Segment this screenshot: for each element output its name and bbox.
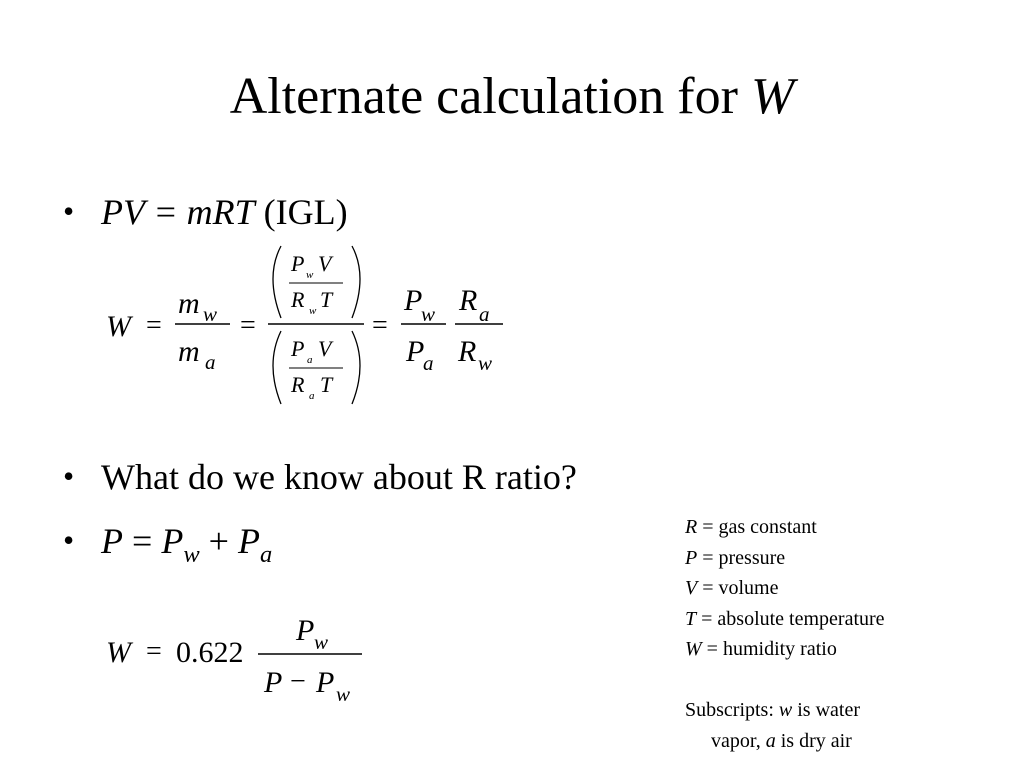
total-pressure-pw-sub: w [183, 541, 200, 569]
eq1-frac1-num-sub: w [203, 302, 218, 326]
eq1-equals-2: = [240, 310, 256, 341]
eq2-coefficient: 0.622 [176, 636, 244, 669]
eq1-frac1-num: m [178, 287, 200, 320]
eq1-bot-den-r: R [291, 372, 305, 397]
subscript-a-desc: is dry air [775, 729, 852, 752]
legend-symbol: R [685, 516, 698, 538]
subscripts-label: Subscripts: [685, 699, 779, 721]
symbol-legend [685, 512, 885, 756]
ideal-gas-law-formula: PV = mRT [101, 192, 255, 232]
subscript-w: w [778, 699, 793, 721]
eq1-frac4-den: R [458, 335, 477, 368]
legend-subscripts-line2 [685, 726, 885, 757]
eq1-top-num-v: V [318, 251, 332, 276]
legend-symbol: P [685, 546, 698, 569]
eq1-frac3-den: P [406, 335, 425, 368]
eq2-lhs-w: W [106, 636, 131, 669]
eq1-frac1-den-sub: a [205, 350, 216, 374]
eq2-den-p: P [264, 666, 283, 699]
eq1-equals-3: = [372, 310, 388, 341]
eq2-equals: = [146, 636, 162, 667]
bullet-r-ratio-question: What do we know about R ratio? [101, 457, 577, 497]
eq1-top-right-paren [352, 246, 360, 318]
eq1-frac4-num-sub: a [479, 302, 490, 326]
legend-row-r [685, 512, 885, 543]
eq2-num-sub: w [314, 630, 329, 654]
legend-equals: = [696, 607, 718, 630]
eq1-frac3-num: P [404, 284, 423, 317]
legend-spacer [685, 665, 885, 696]
total-pressure-equals: = [132, 521, 153, 561]
eq2-den-sub: w [336, 682, 351, 706]
eq1-top-num-sub: w [306, 269, 314, 281]
subscript-a: a [765, 729, 776, 752]
eq1-equals-1: = [146, 310, 162, 341]
total-pressure-pa: P [237, 521, 260, 561]
legend-subscripts-line1 [685, 695, 885, 726]
legend-row-p [685, 543, 885, 574]
eq1-bot-den-sub: a [309, 390, 315, 402]
total-pressure-plus: + [208, 521, 229, 561]
eq1-top-den-t: T [320, 287, 333, 312]
eq1-top-left-paren [273, 246, 281, 318]
eq2-den-p2: P [316, 666, 335, 699]
legend-description: humidity ratio [722, 638, 837, 660]
legend-description: gas constant [718, 516, 817, 538]
eq1-frac3-num-sub: w [421, 302, 436, 326]
legend-row-t [685, 604, 885, 635]
eq1-top-den-sub: w [309, 305, 317, 317]
total-pressure-pa-sub: a [259, 541, 273, 569]
total-pressure-lhs: P [101, 521, 123, 561]
eq1-frac4-num: R [459, 284, 478, 317]
eq1-bot-den-t: T [320, 372, 333, 397]
eq1-frac1-den: m [178, 335, 200, 368]
legend-equals: = [697, 516, 719, 538]
eq1-bot-num-p: P [291, 336, 305, 361]
bullet-marker: • [63, 522, 75, 558]
ideal-gas-law-note: (IGL) [263, 192, 348, 232]
legend-description: absolute temperature [717, 607, 885, 630]
eq1-bot-num-v: V [318, 336, 332, 361]
bullet-marker: • [63, 193, 75, 229]
eq1-bot-num-sub: a [307, 354, 313, 366]
legend-equals: = [697, 577, 719, 599]
subscript-w-desc: is water [792, 699, 861, 721]
legend-symbol: W [685, 638, 702, 660]
total-pressure-pw: P [161, 521, 184, 561]
bullet-total-pressure [101, 519, 272, 568]
slide-title-text: Alternate calculation for [229, 68, 751, 125]
eq1-frac3-den-sub: a [423, 351, 434, 375]
eq1-bottom-right-paren [352, 331, 360, 404]
eq1-bottom-left-paren [273, 331, 281, 404]
eq1-top-num-p: P [291, 251, 305, 276]
eq1-top-den-r: R [291, 287, 305, 312]
legend-description: pressure [718, 546, 786, 569]
legend-row-v [685, 573, 885, 604]
legend-equals: = [701, 638, 723, 660]
legend-symbol: V [685, 577, 698, 599]
bullet-marker: • [63, 458, 75, 494]
legend-description: volume [718, 577, 779, 599]
subscript-line2-prefix: vapor, [711, 729, 766, 752]
slide-title-variable: W [750, 68, 795, 125]
legend-symbol: T [685, 607, 697, 630]
eq2-num: P [296, 614, 315, 647]
legend-row-w [685, 634, 885, 665]
eq2-den-minus: − [290, 666, 306, 697]
legend-equals: = [697, 546, 719, 569]
eq1-lhs-w: W [106, 310, 131, 343]
eq1-frac4-den-sub: w [478, 351, 493, 375]
